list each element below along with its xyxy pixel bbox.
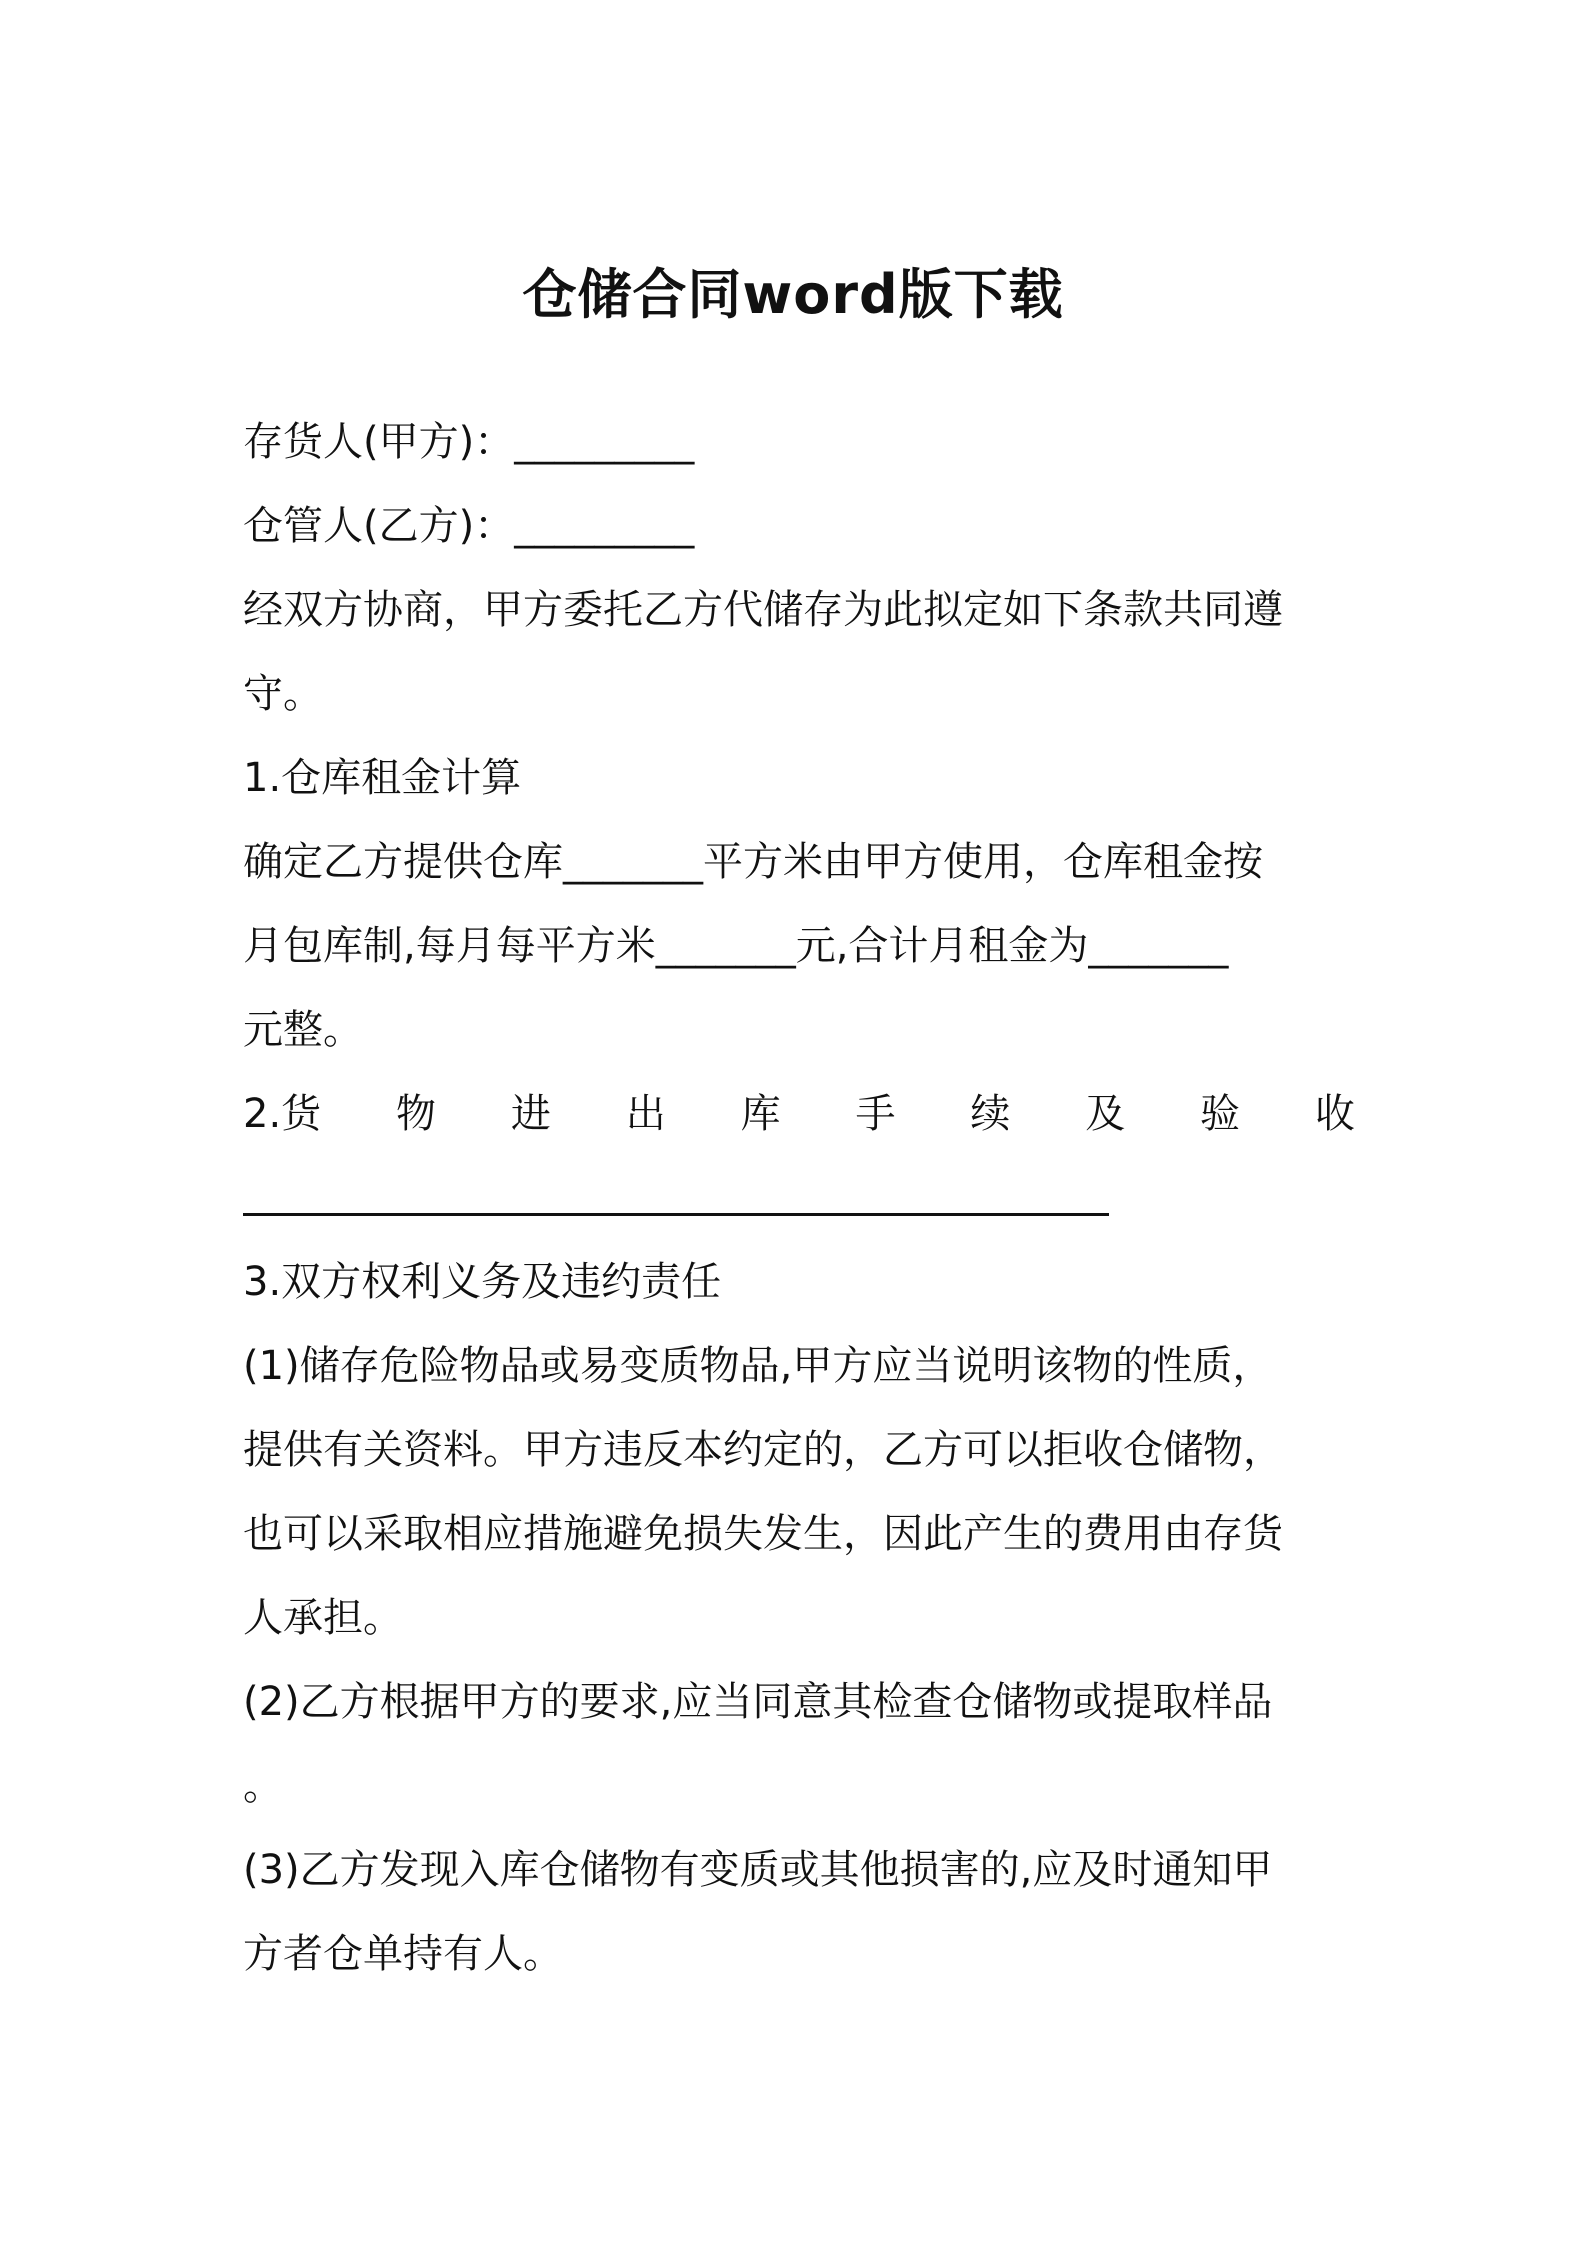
clause-1-line-1: (1)储存危险物品或易变质物品,甲方应当说明该物的性质， — [243, 1343, 1273, 1389]
clause-1-line-4: 人承担。 — [243, 1595, 403, 1641]
section-2-blank-line — [243, 1213, 1109, 1216]
clause-1-line-2: 提供有关资料。甲方违反本约定的，乙方可以拒收仓储物， — [243, 1427, 1283, 1473]
section-2-char: 库 — [740, 1091, 781, 1137]
section-2-char: 手 — [855, 1091, 896, 1137]
section-1-text-2: 月包库制,每月每平方米_______元,合计月租金为_______ — [243, 923, 1229, 969]
party-a-line: 存货人(甲方)：_________ — [243, 419, 695, 465]
party-b-line: 仓管人(乙方)：_________ — [243, 503, 695, 549]
section-2-heading — [243, 1084, 1355, 1144]
section-2-char: 2.货 — [243, 1091, 322, 1137]
section-1-heading: 1.仓库租金计算 — [243, 755, 522, 801]
section-2-char: 出 — [625, 1091, 666, 1137]
clause-3-line-1: (3)乙方发现入库仓储物有变质或其他损害的,应及时通知甲 — [243, 1847, 1273, 1893]
section-2-char: 验 — [1200, 1091, 1241, 1137]
section-1-text-1: 确定乙方提供仓库_______平方米由甲方使用，仓库租金按 — [243, 839, 1263, 885]
section-2-char: 进 — [510, 1091, 551, 1137]
clause-3-line-2: 方者仓单持有人。 — [243, 1931, 563, 1977]
document-title: 仓储合同word版下载 — [522, 263, 1064, 326]
section-2-char: 收 — [1314, 1091, 1355, 1137]
section-2-char: 续 — [970, 1091, 1011, 1137]
clause-1-line-3: 也可以采取相应措施避免损失发生，因此产生的费用由存货 — [243, 1511, 1283, 1557]
section-2-char: 物 — [396, 1091, 437, 1137]
section-2-char: 及 — [1085, 1091, 1126, 1137]
clause-2-line-2: 。 — [243, 1763, 283, 1809]
preamble-line-1: 经双方协商，甲方委托乙方代储存为此拟定如下条款共同遵 — [243, 587, 1283, 633]
preamble-line-2: 守。 — [243, 671, 323, 717]
section-1-text-3: 元整。 — [243, 1007, 363, 1053]
section-3-heading: 3.双方权利义务及违约责任 — [243, 1259, 722, 1305]
clause-2-line-1: (2)乙方根据甲方的要求,应当同意其检查仓储物或提取样品 — [243, 1679, 1273, 1725]
